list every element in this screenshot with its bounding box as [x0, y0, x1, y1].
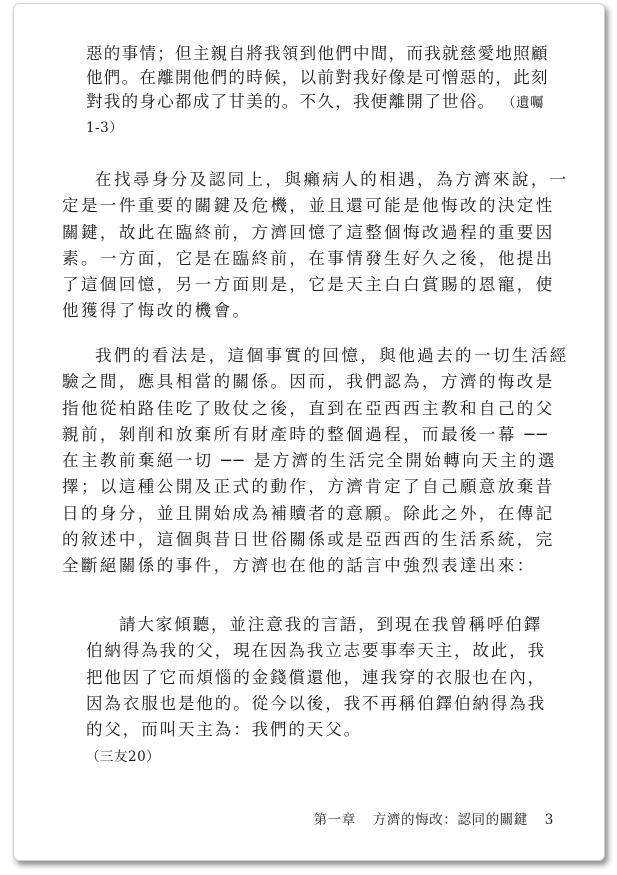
page-number: 3 — [544, 812, 554, 828]
book-page — [13, 3, 605, 861]
quote-text: 請大家傾聽，並注意我的言語，到現在我曾稱呼伯鐸伯納得為我的父，現在因為我立志要事奉天主，故此，我把他因了它而煩惱的金錢償還他，連我穿的衣服也在內，因為衣服也是他的。從今以後，我不再稱伯鐸伯納得為我的父，而叫天主為：我們的天父。 — [86, 615, 546, 740]
paragraph-1: 在找尋身分及認同上，與癩病人的相遇，為方濟來說，一定是一件重要的關鍵及危機，並且還可能是他悔改的決定性關鍵，故此在臨終前，方濟回憶了這整個悔改過程的重要因素。一方面，它是在臨終前，在事情發生好久之後，他提出了這個回憶，另一方面則是，它是天主白白賞賜的恩寵，使他獲得了悔改的機會。 — [62, 170, 569, 321]
paragraph-2: 我們的看法是，這個事實的回憶，與他過去的一切生活經驗之間，應具相當的關係。因而，我們認為，方濟的悔改是指他從柏路佳吃了敗仗之後，直到在亞西西主教和自己的父親前，剝削和放棄所有財產時的整個過程，而最後一幕 ── 在主教前棄絕一切 ── 是方濟的生活完全開始轉向天主的選擇；以這種公開及正式的動作，方濟肯定了自己願意放棄昔日的身分，並且開始成為補贖者的意願。除此之外，在傳記的敘述中，這個與昔日世俗關係或是亞西西的生活系統，完全斷絕關係的事件，方濟也在他的話言中強烈表達出來： — [62, 346, 569, 576]
chapter-title: 方濟的悔改：認同的關鍵 — [372, 812, 528, 828]
block-quote-testament — [86, 42, 556, 140]
page-footer — [314, 808, 554, 828]
chapter-label: 第一章 — [313, 812, 356, 828]
quote-text: 惡的事情；但主親自將我領到他們中間，而我就慈愛地照顧他們。在離開他們的時候，以前對我好像是可憎惡的，此刻對我的身心都成了甘美的。不久，我便離開了世俗。 — [86, 44, 549, 111]
block-quote-three-companions — [86, 612, 556, 771]
quote-reference: （三友20） — [86, 749, 161, 766]
quote-reference: （遺囑1-3） — [86, 95, 544, 136]
